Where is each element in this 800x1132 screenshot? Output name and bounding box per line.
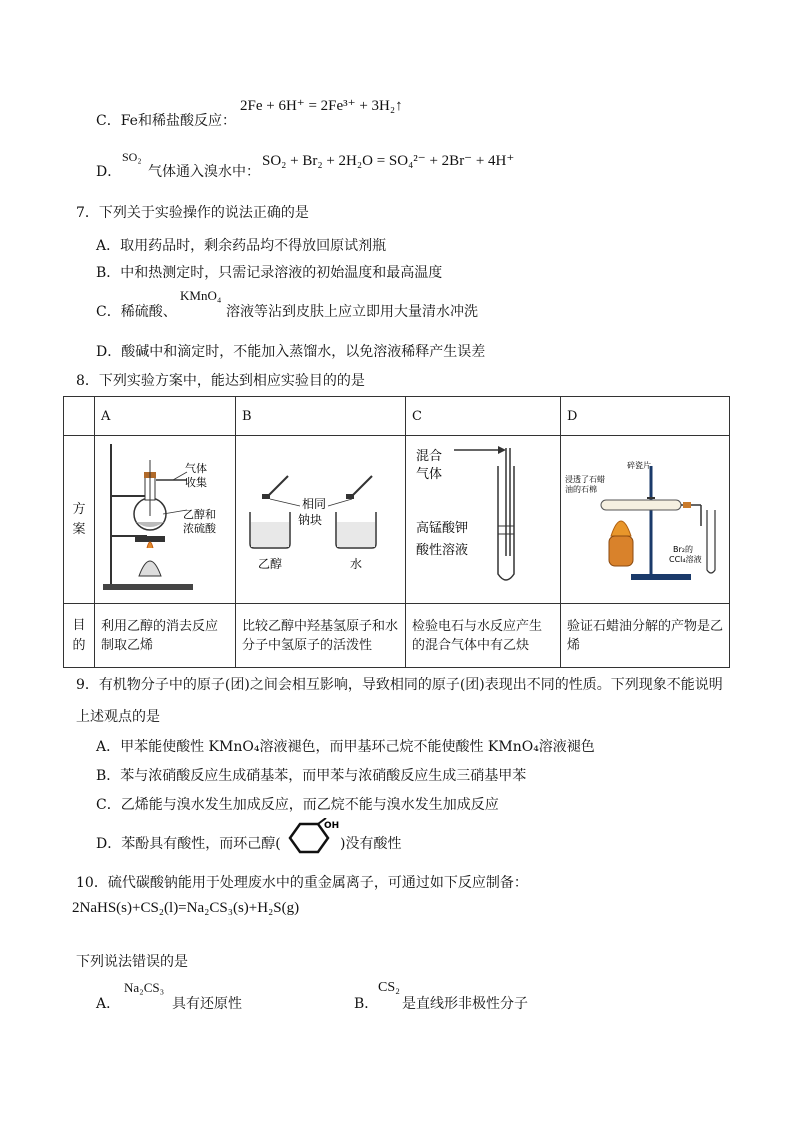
q9-option-b: B．苯与浓硝酸反应生成硝基苯，而甲苯与浓硝酸反应生成三硝基甲苯 [96,768,527,784]
fig-b-sodium: 钠块 [298,513,323,527]
figure-b-diagram [236,436,405,599]
purpose-c: 检验电石与水反应产生的混合气体中有乙炔 [406,604,561,668]
q8-stem: 8．下列实验方案中，能达到相应实验目的的是 [76,373,365,389]
q7-option-a: A．取用药品时，剩余药品均不得放回原试剂瓶 [96,238,387,254]
fig-d-oil: 油的石棉 [565,485,597,494]
q6-option-d-label: 气体通入溴水中： [148,164,260,180]
oh-label: OH [324,821,340,831]
q7-option-c-pre: C．稀硫酸、 [96,304,177,320]
figure-d-diagram [561,436,729,599]
q7-stem: 7．下列关于实验操作的说法正确的是 [76,205,309,221]
purpose-d: 验证石蜡油分解的产物是乙烯 [561,604,730,668]
q6-option-c-formula: 2Fe + 6H⁺ = 2Fe³⁺ + 3H₂↑ [240,98,403,114]
q10-option-b-pre: B． [354,996,379,1012]
fig-c-mixed: 混合 [416,449,443,464]
q9-stem: 9．有机物分子中的原子(团)之间会相互影响，导致相同的原子(团)表现出不同的性质。下列现象不能说明 [76,677,723,693]
q7-option-d: D．酸碱中和滴定时，不能加入蒸馏水，以免溶液稀释产生误差 [96,344,486,360]
q6-option-c-label: C．Fe和稀盐酸反应： [96,113,236,129]
experiment-table [63,396,730,668]
q10-option-a-chem: Na₂CS₃ [124,980,165,995]
header-c: C [406,397,561,436]
q9-option-c: C．乙烯能与溴水发生加成反应，而乙烷不能与溴水发生加成反应 [96,797,499,813]
fig-b-water: 水 [350,557,363,571]
figure-a-diagram [95,436,235,599]
figure-a-cell [95,436,236,604]
q6-option-d-chem: SO₂ [122,150,142,164]
fig-a-gas: 气体 [185,462,207,475]
figure-b-cell [236,436,406,604]
header-b: B [236,397,406,436]
q10-equation: 2NaHS(s)+CS₂(l)=Na₂CS₃(s)+H₂S(g) [72,900,300,916]
fig-c-gas: 气体 [416,467,443,482]
fig-b-ethanol: 乙醇 [258,557,283,571]
q6-option-d-formula: SO₂ + Br₂ + 2H₂O = SO₄²⁻ + 2Br⁻ + 4H⁺ [262,153,515,169]
q9-stem-2: 上述观点的是 [76,709,160,725]
q10-option-b-chem: CS₂ [378,980,401,995]
fig-a-ethanol: 乙醇和 [183,508,216,521]
q10-option-a-post: 具有还原性 [172,996,242,1012]
q9-option-d-post: )没有酸性 [340,836,402,852]
fig-d-ccl4: CCl₄溶液 [669,555,702,564]
row-label-purpose: 目的 [64,604,95,668]
fig-d-br2: Br₂的 [673,545,693,554]
q7-option-b: B．中和热测定时，只需记录溶液的初始温度和最高温度 [96,265,443,281]
fig-b-same: 相同 [302,497,327,511]
fig-c-kmno4: 高锰酸钾 [416,521,469,536]
header-a: A [95,397,236,436]
q10-stem: 10．硫代碳酸钠能用于处理废水中的重金属离子，可通过如下反应制备： [76,875,528,891]
cyclohexanol-structure-icon [284,818,342,858]
q10-ask: 下列说法错误的是 [76,954,188,970]
purpose-a: 利用乙醇的消去反应制取乙烯 [95,604,236,668]
q10-option-a-pre: A． [96,996,121,1012]
fig-a-acid: 浓硫酸 [183,522,216,535]
figure-d-cell [561,436,730,604]
fig-d-porcelain: 碎瓷片 [627,461,651,470]
q9-option-d-pre: D．苯酚具有酸性，而环己醇( [96,836,281,852]
header-d: D [561,397,730,436]
figure-c-diagram [406,436,560,599]
q7-option-c-post: 溶液等沾到皮肤上应立即用大量清水冲洗 [226,304,478,320]
fig-d-soaked: 浸透了石蜡 [565,475,605,484]
q9-option-a: A．甲苯能使酸性 KMnO₄溶液褪色，而甲基环己烷不能使酸性 KMnO₄溶液褪色 [96,739,595,755]
figure-c-cell [406,436,561,604]
q7-option-c-chem: KMnO₄ [180,288,222,303]
purpose-b: 比较乙醇中羟基氢原子和水分子中氢原子的活泼性 [236,604,406,668]
table-corner [64,397,95,436]
fig-a-collect: 收集 [185,476,207,489]
q6-option-d-pre: D． [96,164,122,180]
row-label-scheme: 方案 [64,436,95,604]
q10-option-b-post: 是直线形非极性分子 [402,996,528,1012]
fig-c-acidic: 酸性溶液 [416,543,469,558]
